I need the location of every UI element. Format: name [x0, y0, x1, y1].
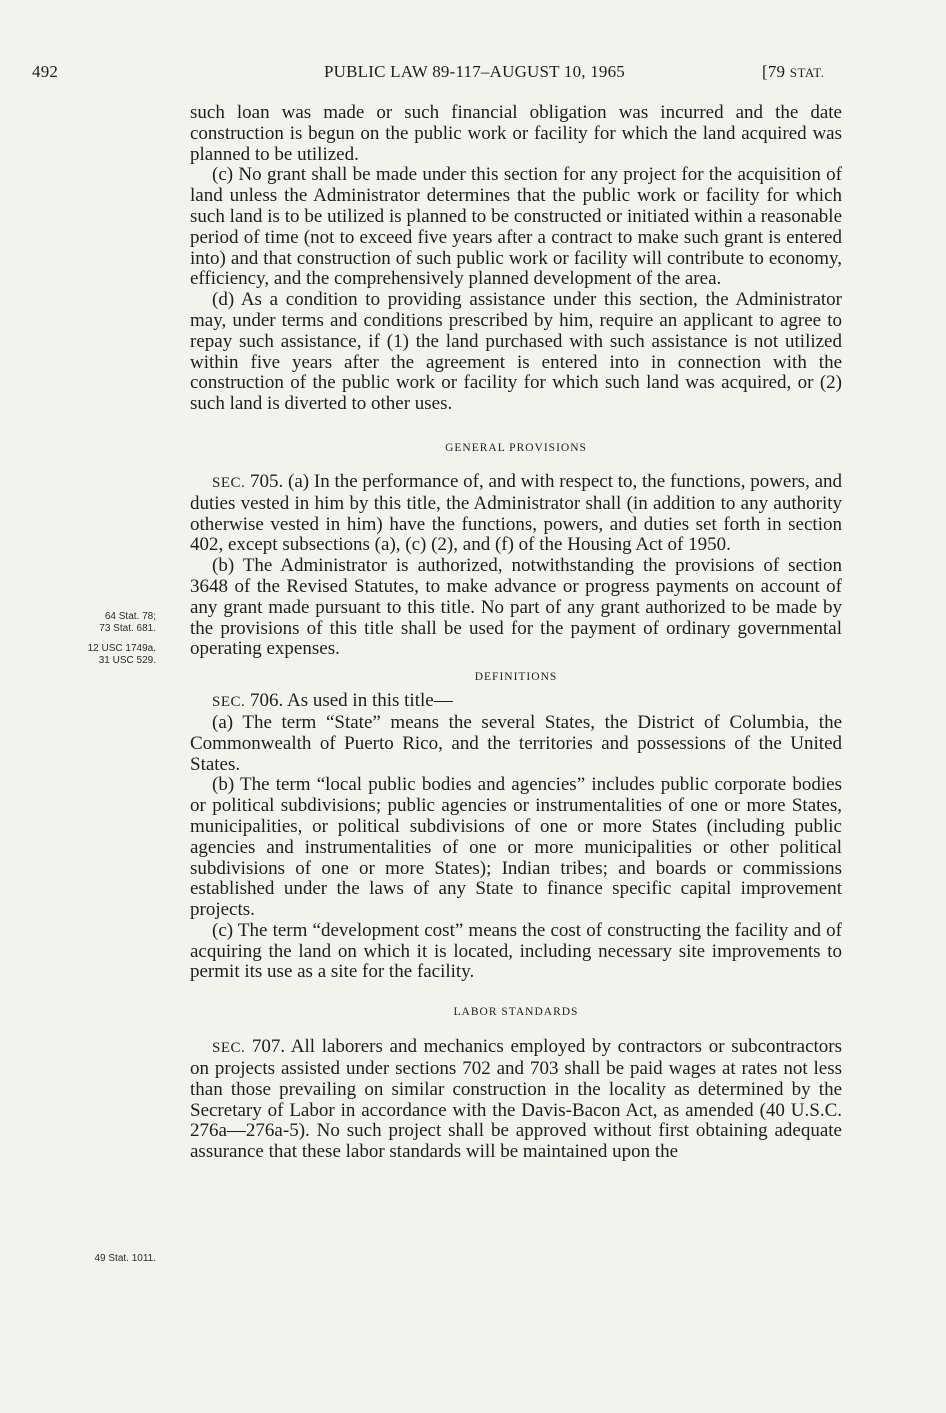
section-706-intro: [190, 691, 842, 713]
section-706-intro-text: 706. As used in this title—: [250, 690, 453, 712]
section-706-a: (a) The term “State” means the several States, the District of Columbia, the Commonwealth of Puerto Rico, and the territories and possessions of the United States.: [190, 711, 842, 775]
margin-note-davis-bacon: [44, 1253, 156, 1265]
paragraph-c: (c) No grant shall be made under this section for any project for the acquisition of land unless the Administrator determines that the public work or facility for which such land is to be utilized is planned to be constructed or initiated within a reasonable period of time (not to exceed five years after a contract to make such grant is entered into) and that construction of such public work or facility will contribute to economy, efficiency, and the comprehensively planned development of the area.: [190, 164, 842, 290]
paragraph-continuation: such loan was made or such financial obligation was incurred and the date construction is begun on the public work or facility for which the land acquired was planned to be utilized.: [190, 102, 842, 165]
sec-label: SEC.: [212, 1040, 246, 1057]
statute-abbr: STAT.: [789, 65, 825, 80]
section-705-a-text: 705. (a) In the performance of, and with respect to, the functions, powers, and duties vested in him by this title, the Administrator shall (in addition to any authority otherwise vested in him) have the functions, powers, and duties set forth in section 402, except subsections (a), (c) (2), and (f) of the Housing Act of 1950.: [190, 470, 843, 556]
section-705-b: (b) The Administrator is authorized, notwithstanding the provisions of section 3648 of the Revised Statutes, to make advance or progress payments on account of any grant made pursuant to this title. No part of any grant authorized to be made by the provisions of this title shall be used for the payment of ordinary governmental operating expenses.: [190, 555, 842, 660]
heading-general-provisions: GENERAL PROVISIONS: [445, 441, 587, 454]
section-707-text: 707. All laborers and mechanics employed by contractors or subcontractors on projects assisted under sections 702 and 703 shall be paid wages at rates not less than those prevailing on similar construction in the locality as determined by the Secretary of Labor in accordance with the Davis-Bacon Act, as amended (40 U.S.C. 276a—276a-5). No such project shall be approved without first obtaining adequate assurance that these labor standards will be maintained upon the: [190, 1036, 843, 1163]
sec-label: SEC.: [212, 694, 246, 711]
margin-note-line: 73 Stat. 681.: [99, 622, 156, 634]
margin-note-line: 49 Stat. 1011.: [94, 1253, 156, 1264]
heading-definitions: DEFINITIONS: [474, 671, 558, 684]
margin-note-usc-citation: [44, 643, 156, 666]
section-706-c: (c) The term “development cost” means the cost of constructing the facility and of acquiring the land on which it is located, including necessary site improvements to permit its use as a site for the facility.: [190, 919, 842, 983]
margin-note-line: 64 Stat. 78;: [104, 611, 156, 622]
page-number: 492: [32, 62, 59, 81]
section-707: [190, 1037, 842, 1163]
margin-note-line: 12 USC 1749a.: [87, 643, 156, 654]
margin-note-line: 31 USC 529.: [98, 654, 156, 666]
statute-volume: [79: [762, 62, 786, 81]
section-705-a: [190, 472, 842, 556]
page-title: PUBLIC LAW 89-117–AUGUST 10, 1965: [324, 62, 626, 81]
margin-note-stat-citation: [44, 611, 156, 634]
sec-label: SEC.: [212, 474, 246, 491]
paragraph-d: (d) As a condition to providing assistance under this section, the Administrator may, under terms and conditions prescribed by him, require an applicant to agree to repay such assistance, if (1) the land purchased with such assistance is not utilized within five years after the agreement is entered into in connection with the construction of the public work or facility for which such land was acquired, or (2) such land is diverted to other uses.: [190, 289, 842, 415]
statute-reference: [762, 62, 825, 82]
section-706-b: (b) The term “local public bodies and agencies” includes public corporate bodies or political subdivisions; public agencies or instrumentalities of one or more States, municipalities, or political subdivisions of one or more States (including public agencies and instrumentalities of one or more municipalities or other political subdivisions of one or more States); Indian tribes; and boards or commissions established under the laws of any State to finance specific capital improvement projects.: [190, 774, 842, 921]
heading-labor-standards: LABOR STANDARDS: [453, 1006, 579, 1019]
body-text: [190, 103, 842, 1163]
